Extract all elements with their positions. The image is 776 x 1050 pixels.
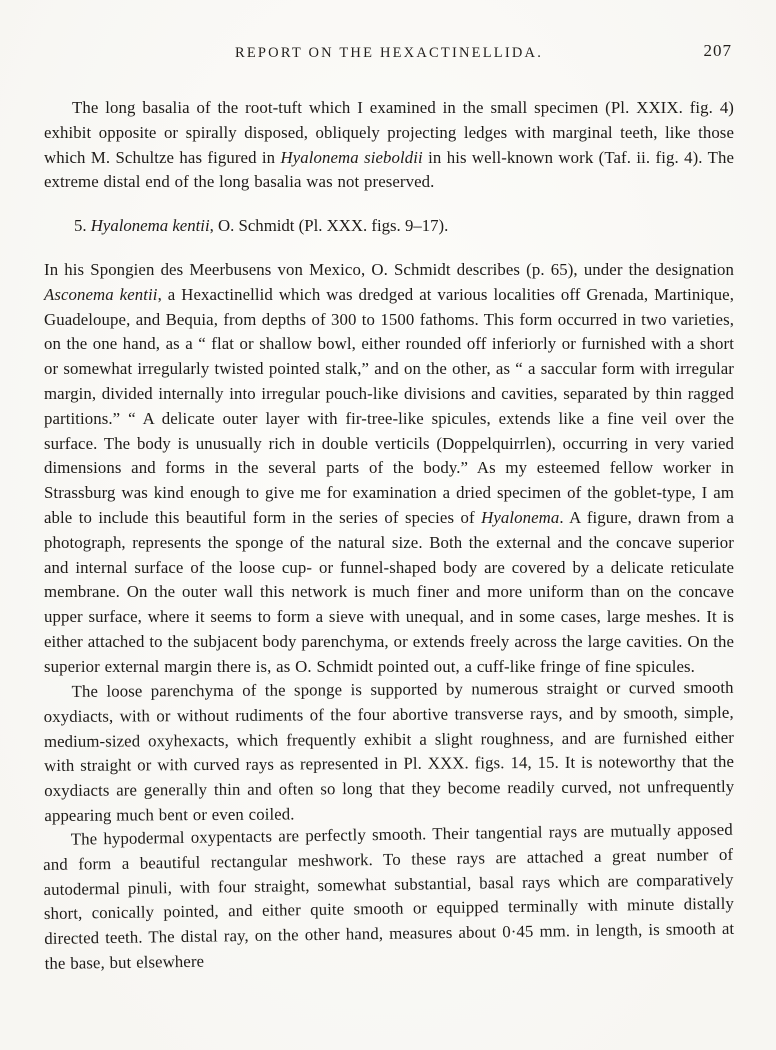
section-heading-hyalonema-kentii: 5. Hyalonema kentii, O. Schmidt (Pl. XXX. figs. 9–17).: [74, 216, 449, 236]
paragraph-parenchyma: The loose parenchyma of the sponge is supported by numerous straight or curved smooth oxydiacts, with or without rudiments of the four abortive transverse rays, and by smooth, simple, medium-sized oxyhexacts, which frequently exhibit a slight roughness, and are furnished either with straight or with curved rays as represented in Pl. XXX. figs. 14, 15. It is noteworthy that the oxydiacts are generally thin and often so long that they become readily curved, not unfrequently appearing much bent or even coiled.: [43, 677, 735, 825]
running-title: REPORT ON THE HEXACTINELLIDA.: [234, 45, 544, 61]
page-number: 207: [703, 41, 732, 60]
paragraph-schmidt-description: In his Spongien des Meerbusens von Mexico, O. Schmidt describes (p. 65), under the designation Asconema kentii, a Hexactinellid which was dredged at various localities off Grenada, Martinique, Guadeloupe, and Bequia, from depths of 300 to 1500 fathoms. This form occurred in two varieties, on the one hand, as a “ flat or shallow bowl, either rounded off inferiorly or furnished with a short or somewhat irregularly twisted pointed stalk,” and on the other, as “ a saccular form with irregular margin, divided internally into irregular pouch-like divisions and cavities, separated by thin ragged partitions.” “ A delicate outer layer with fir-tree-like spicules, extends like a fine veil over the surface. The body is unusually rich in double verticils (Doppelquirrlen), occurring in very varied dimensions and forms in the several parts of the body.” As my esteemed fellow worker in Strassburg was kind enough to give me for examination a dried specimen of the goblet-type, I am able to include this beautiful form in the series of species of Hyalonema. A figure, drawn from a photograph, represents the sponge of the natural size. Both the external and the concave superior and internal surface of the loose cup- or funnel-shaped body are covered by a delicate reticulate membrane. On the outer wall this network is much finer and more uniform than on the concave upper surface, where it seems to form a sieve with unequal, and in some cases, large meshes. It is either attached to the subjacent body parenchyma, or extends freely across the large cavities. On the superior external margin there is, as O. Schmidt pointed out, a cuff-like fringe of fine spicules.: [44, 259, 734, 676]
paragraph-basalia: The long basalia of the root-tuft which I examined in the small specimen (Pl. XXIX. fig. 4) exhibit opposite or spirally disposed, obliquely projecting ledges with marginal teeth, like those which M. Schultze has figured in Hyalonema sieboldii in his well-known work (Taf. ii. fig. 4). The extreme distal end of the long basalia was not preserved.: [44, 98, 734, 192]
paragraph-oxypentacts: The hypodermal oxypentacts are perfectly smooth. Their tangential rays are mutually apposed and form a beautiful rectangular meshwork. To these rays are attached a great number of autodermal pinuli, with four straight, somewhat substantial, basal rays which are comparatively short, conically pointed, and either quite smooth or equipped terminally with minute distally directed teeth. The distal ray, on the other hand, measures about 0·45 mm. in length, is smooth at the base, but elsewhere: [43, 820, 735, 974]
page-header: [44, 41, 734, 66]
